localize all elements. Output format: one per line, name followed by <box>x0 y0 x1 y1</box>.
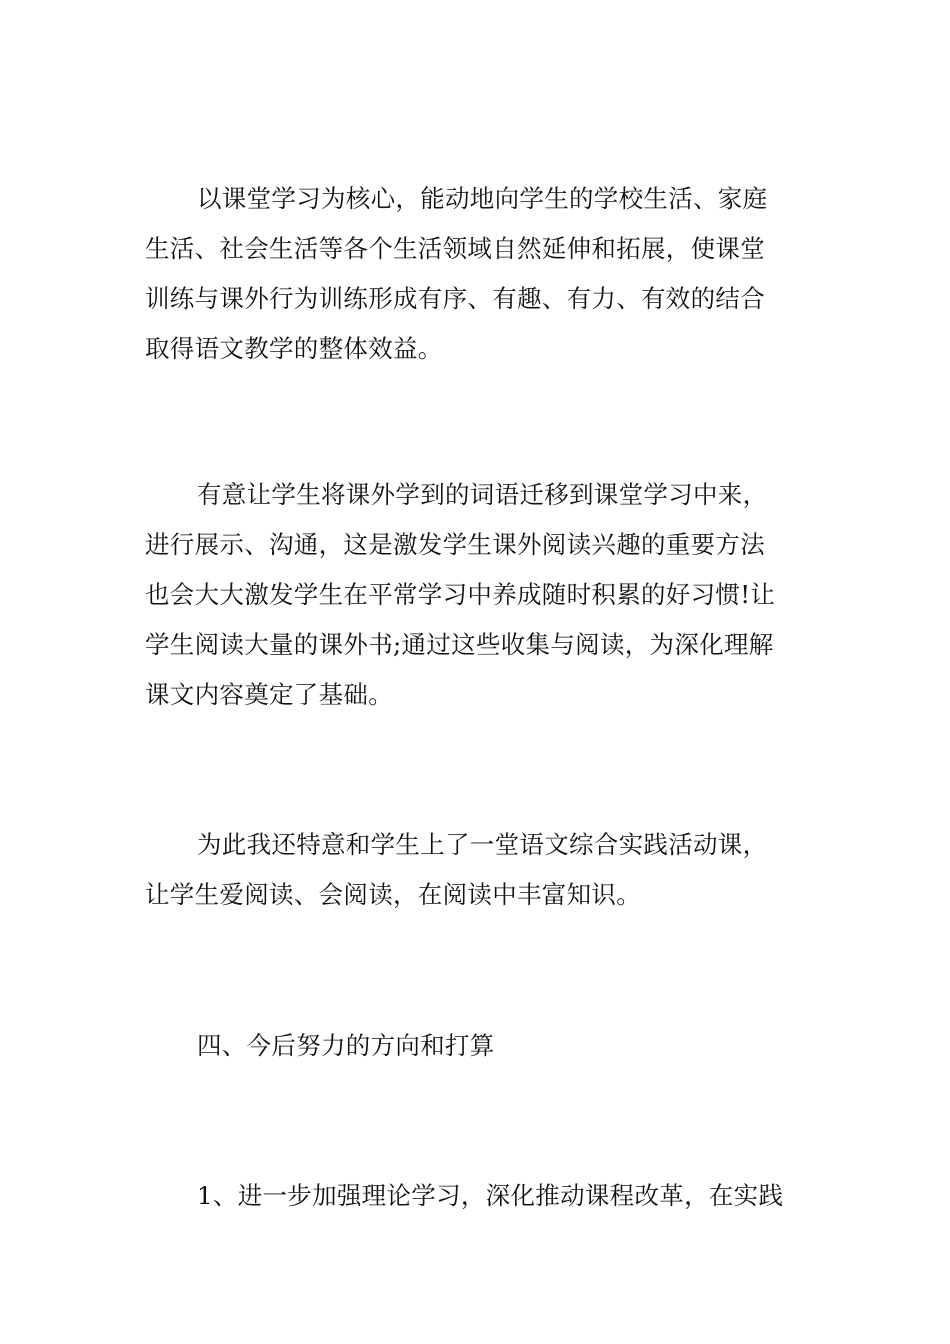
text-line: 生活、社会生活等各个生活领域自然延伸和拓展，使课堂 <box>145 234 765 263</box>
paragraph-classroom-core <box>145 174 810 374</box>
text-line: 课文内容奠定了基础。 <box>145 680 393 709</box>
text-line: 取得语文教学的整体效益。 <box>145 334 443 363</box>
text-line: 学生阅读大量的课外书;通过这些收集与阅读，为深化理解 <box>145 630 774 659</box>
list-item <box>145 1171 810 1221</box>
text-line: 进行展示、沟通，这是激发学生课外阅读兴趣的重要方法 <box>145 530 765 559</box>
text-line: 以课堂学习为核心，能动地向学生的学校生活、家庭 <box>197 184 768 213</box>
text-line: 有意让学生将课外学到的词语迁移到课堂学习中来， <box>197 480 768 509</box>
paragraph-extracurricular-vocabulary <box>145 470 810 720</box>
section-heading-text: 四、今后努力的方向和打算 <box>197 1031 495 1060</box>
text-line: 也会大大激发学生在平常学习中养成随时积累的好习惯!让 <box>145 580 776 609</box>
text-line: 为此我还特意和学生上了一堂语文综合实践活动课， <box>197 830 768 859</box>
paragraph-practice-activity <box>145 820 810 920</box>
section-heading <box>145 1021 810 1071</box>
text-line: 1、进一步加强理论学习，深化推动课程改革，在实践 <box>197 1181 784 1210</box>
text-line: 训练与课外行为训练形成有序、有趣、有力、有效的结合 <box>145 284 765 313</box>
text-line: 让学生爱阅读、会阅读，在阅读中丰富知识。 <box>145 880 641 909</box>
